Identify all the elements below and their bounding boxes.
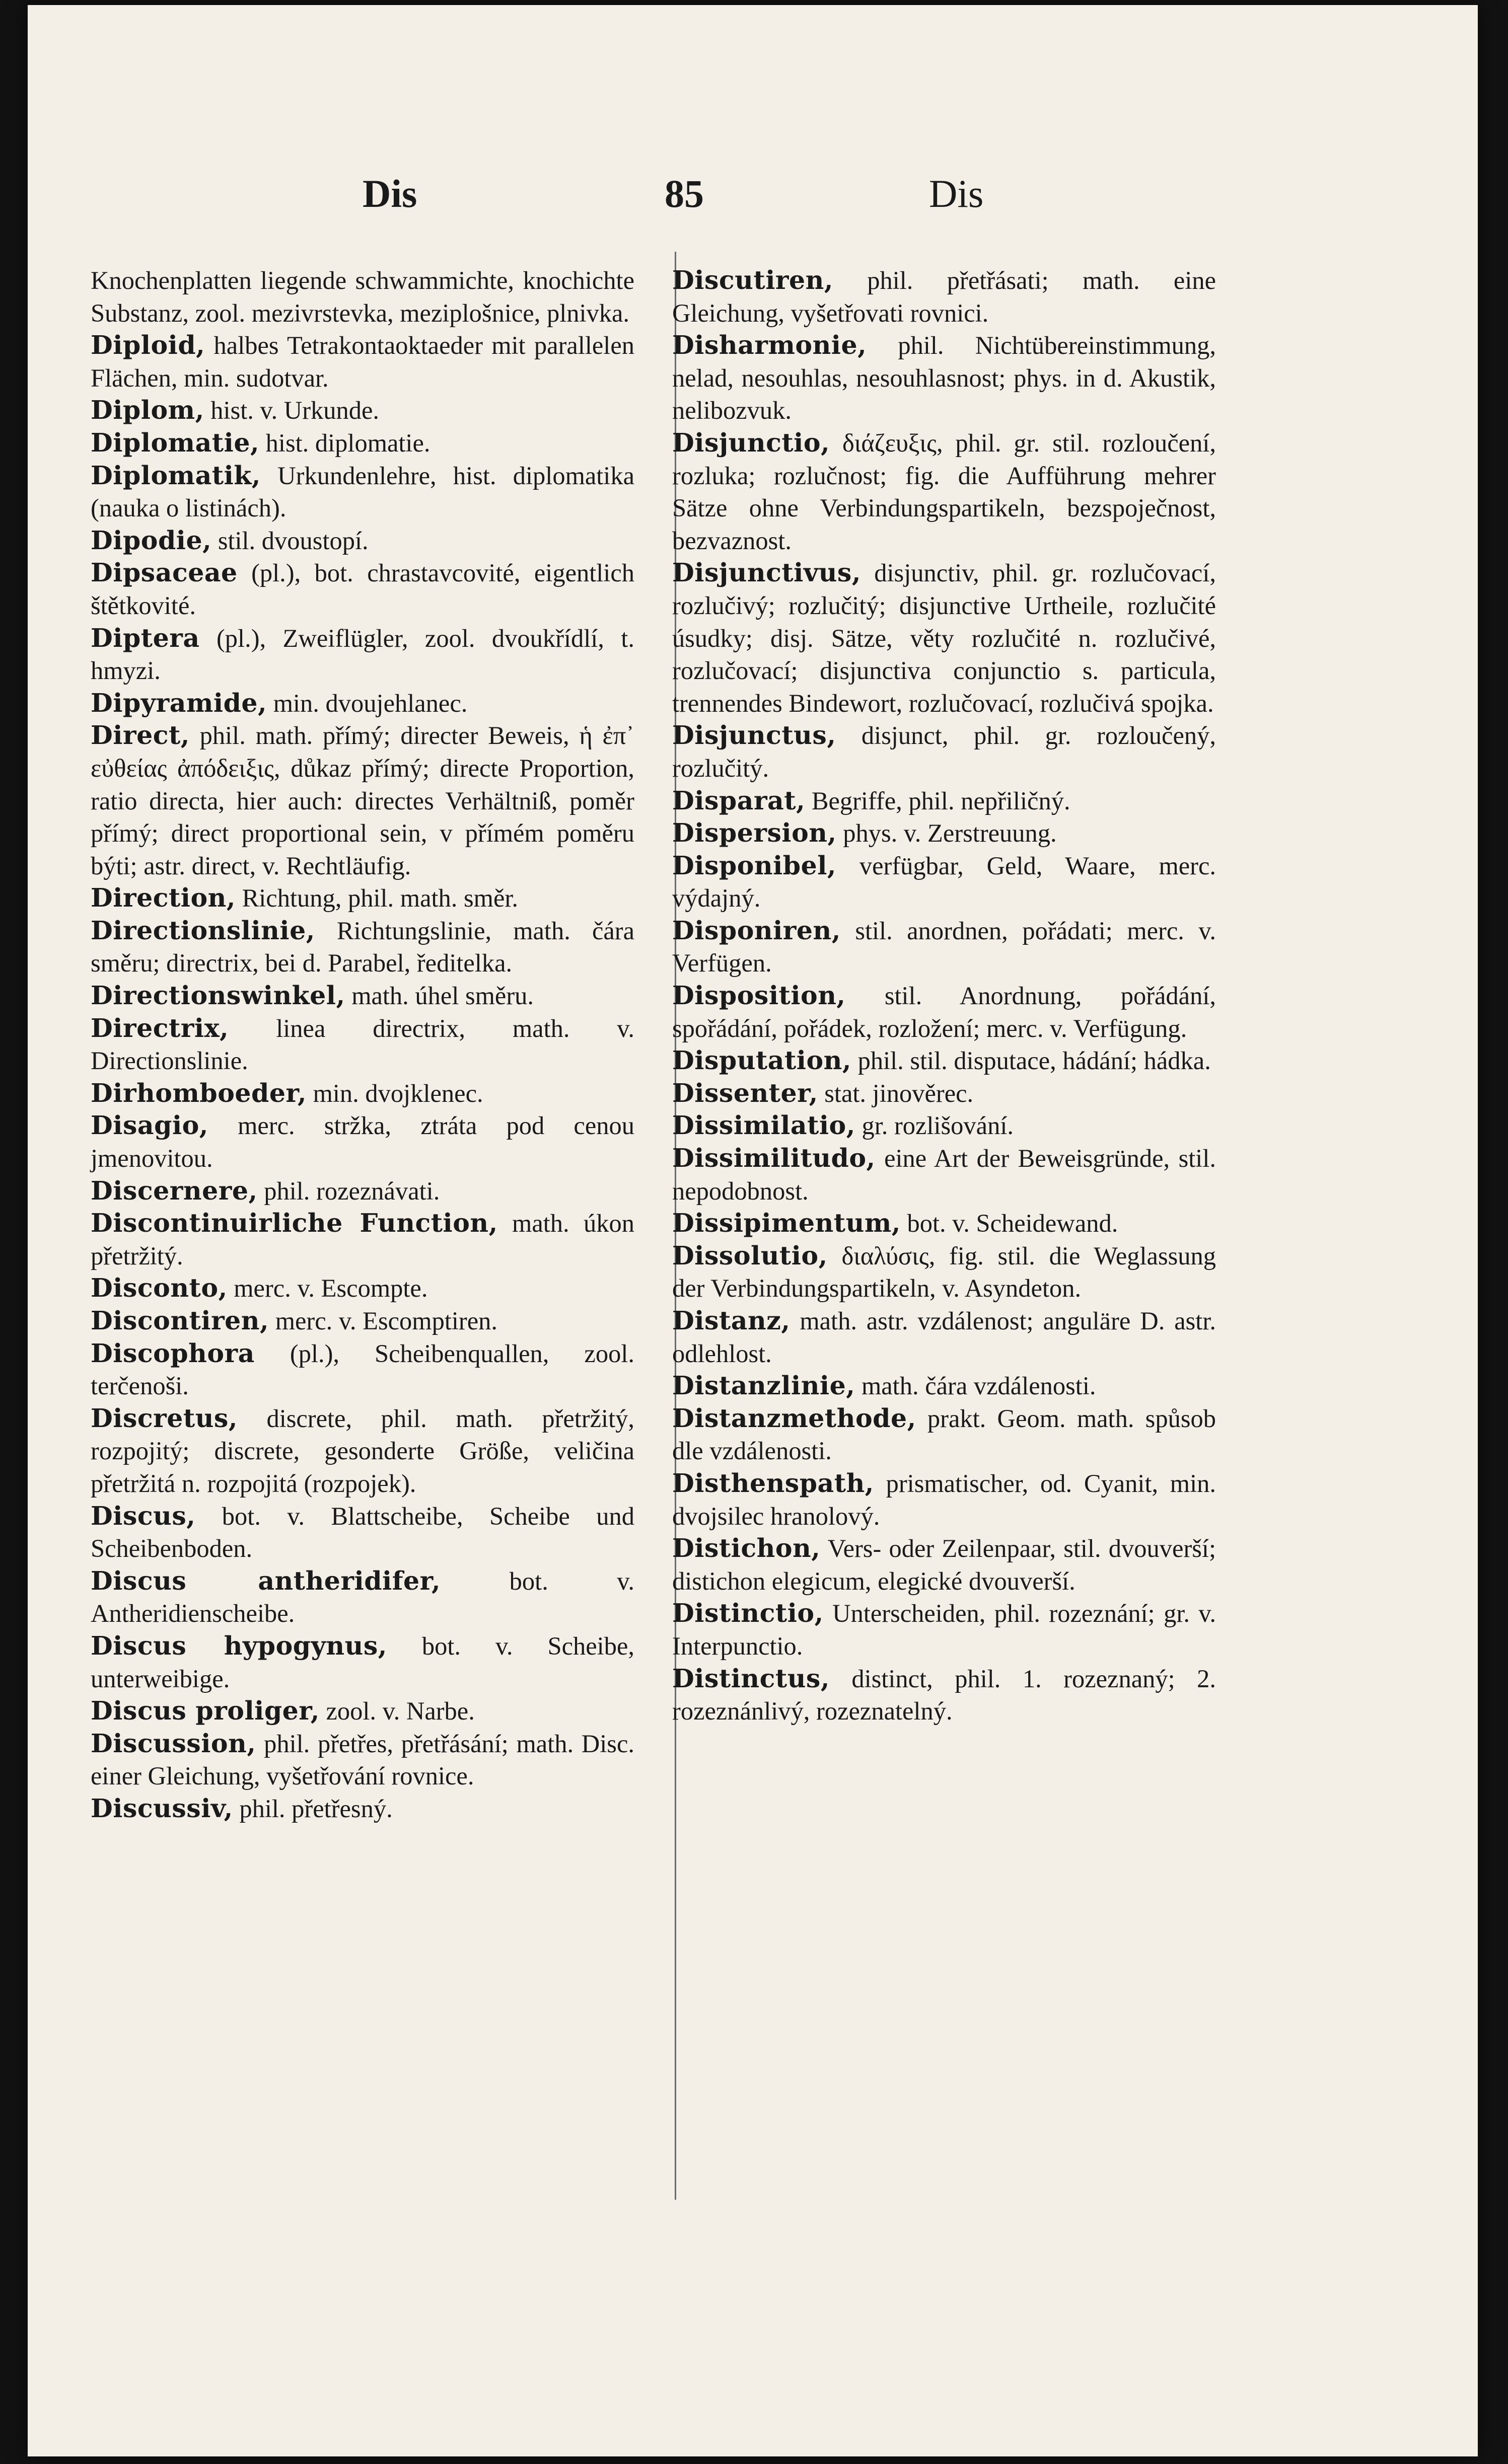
entry-definition: bot. v. Antheridienscheibe.	[91, 1566, 634, 1628]
entry-definition: min. dvoujehlanec.	[273, 689, 468, 717]
entry-definition: διαλύσις, fig. stil. die Weglassung der Verbindungspartikeln, v. Asyndeton.	[672, 1241, 1216, 1303]
entry-headword: Distinctio,	[672, 1598, 824, 1628]
entry-definition: phil. přetřásati; math. eine Gleichung, vyšetřovati rovnici.	[672, 266, 1216, 327]
dictionary-entry	[91, 1175, 634, 1208]
entry-headword: Distichon,	[672, 1533, 821, 1563]
dictionary-entry	[91, 1402, 634, 1500]
entry-definition: Urkundenlehre, hist. diplomatika (nauka o listinách).	[91, 461, 635, 522]
entry-headword: Directrix,	[91, 1013, 229, 1043]
entry-headword: Diplomatie,	[91, 427, 260, 458]
dictionary-entry	[672, 915, 1216, 980]
entry-definition: discrete, phil. math. přetržitý, rozpojitý; discrete, gesonderte Größe, veličina přetržitá n. rozpojitá (rozpojek).	[91, 1404, 634, 1498]
entry-definition: min. dvojklenec.	[313, 1079, 483, 1107]
dictionary-entry	[91, 394, 634, 427]
dictionary-entry	[91, 719, 634, 882]
entry-headword: Diplomatik,	[91, 460, 261, 490]
entry-headword: Distanzlinie,	[672, 1371, 855, 1401]
entry-headword: Dispersion,	[672, 818, 837, 848]
entry-definition: διάζευξις, phil. gr. stil. rozloučení, rozluka; rozlučnost; fig. die Aufführung mehrer Sätze ohne Verbindungspartikeln, bezspoječnost, bezvaznost.	[672, 428, 1216, 555]
entry-headword: Discretus,	[91, 1403, 238, 1433]
entry-headword: Disponiren,	[672, 915, 841, 945]
dictionary-entry	[672, 264, 1216, 329]
entry-definition: linea directrix, math. v. Directionslinie.	[91, 1014, 635, 1075]
entry-definition: bot. v. Scheibe, unterweibige.	[91, 1631, 634, 1693]
dictionary-entry	[91, 1793, 634, 1825]
dictionary-entry	[672, 719, 1216, 784]
dictionary-entry	[672, 1142, 1216, 1207]
entry-headword: Diplom,	[91, 395, 204, 425]
dictionary-entry	[672, 329, 1216, 427]
entry-definition: Unterscheiden, phil. rozeznání; gr. v. Interpunctio.	[672, 1599, 1216, 1660]
entry-definition: (pl.), Scheibenquallen, zool. terčenoši.	[91, 1339, 634, 1400]
right-column	[672, 264, 1216, 1728]
dictionary-entry	[672, 1370, 1216, 1402]
entry-headword: Discutiren,	[672, 265, 833, 295]
dictionary-entry	[91, 1207, 634, 1272]
entry-definition: bot. v. Scheidewand.	[907, 1209, 1118, 1238]
entry-definition: Richtung, phil. math. směr.	[242, 884, 519, 913]
dictionary-entry	[672, 1207, 1216, 1240]
entry-definition: hist. v. Urkunde.	[210, 396, 380, 425]
dictionary-entry	[91, 1695, 634, 1728]
entry-headword: Disputation,	[672, 1046, 851, 1076]
entry-definition: stat. jinověrec.	[824, 1079, 974, 1107]
entry-headword: Discophora	[91, 1338, 255, 1368]
dictionary-entry	[672, 1663, 1216, 1728]
entry-headword: Disparat,	[672, 785, 806, 815]
entry-definition: gr. rozlišování.	[861, 1111, 1014, 1140]
entry-definition: math. úkon přetržitý.	[91, 1209, 634, 1270]
entry-headword: Directionswinkel,	[91, 981, 345, 1011]
entry-definition: disjunct, phil. gr. rozloučený, rozlučitý.	[672, 721, 1216, 782]
entry-definition: stil. Anordnung, pořádání, spořádání, pořádek, rozložení; merc. v. Verfügung.	[672, 982, 1216, 1042]
entry-definition: merc. stržka, ztráta pod cenou jmenovitou.	[91, 1111, 634, 1173]
entry-definition: phil. stil. disputace, hádání; hádka.	[857, 1047, 1211, 1075]
dictionary-entry	[672, 1532, 1216, 1597]
entry-definition: halbes Tetrakontaoktaeder mit parallelen Flächen, min. sudotvar.	[91, 331, 634, 392]
entry-headword: Dissimilitudo,	[672, 1143, 876, 1173]
entry-headword: Disjunctus,	[672, 720, 836, 751]
dictionary-entry	[91, 1565, 634, 1630]
entry-definition: math. čára vzdálenosti.	[861, 1372, 1096, 1400]
entry-headword: Dipodie,	[91, 525, 212, 555]
entry-headword: Dissimilatio,	[672, 1110, 855, 1141]
dictionary-entry	[91, 1272, 634, 1305]
entry-headword: Disponibel,	[672, 850, 837, 880]
entry-headword: Discussion,	[91, 1728, 256, 1758]
page-number: 85	[665, 172, 704, 215]
entry-definition: eine Art der Beweisgründe, stil. nepodobnost.	[672, 1144, 1216, 1205]
dictionary-entry	[91, 1305, 634, 1337]
dictionary-entry	[672, 1402, 1216, 1467]
dictionary-entry	[91, 1077, 634, 1110]
dictionary-entry	[91, 525, 634, 557]
entry-definition: merc. v. Escomptiren.	[275, 1307, 497, 1335]
dictionary-entry	[672, 1467, 1216, 1532]
header-left-guide-word: Dis	[363, 172, 417, 215]
entry-definition: phil. rozeznávati.	[264, 1176, 440, 1205]
entry-definition: merc. v. Escompte.	[234, 1274, 428, 1303]
dictionary-entry	[91, 1109, 634, 1174]
dictionary-entry	[91, 622, 634, 687]
entry-definition: Vers- oder Zeilenpaar, stil. dvouverší; distichon elegicum, elegické dvouverší.	[672, 1534, 1216, 1595]
entry-headword: Discussiv,	[91, 1793, 233, 1823]
entry-headword: Disagio,	[91, 1110, 208, 1141]
dictionary-entry	[672, 980, 1216, 1044]
dictionary-entry	[91, 557, 634, 622]
dictionary-entry	[91, 915, 634, 980]
entry-definition: Richtungslinie, math. čára směru; directrix, bei d. Parabel, ředitelka.	[91, 916, 635, 978]
entry-headword: Dirhomboeder,	[91, 1078, 307, 1108]
entry-definition: verfügbar, Geld, Waare, merc. výdajný.	[672, 851, 1216, 913]
entry-definition: (pl.), bot. chrastavcovité, eigentlich štětkovité.	[91, 559, 634, 620]
dictionary-entry	[672, 850, 1216, 915]
entry-definition: stil. anordnen, pořádati; merc. v. Verfügen.	[672, 916, 1216, 978]
dictionary-entry	[91, 1630, 634, 1695]
entry-headword: Dissipimentum,	[672, 1208, 901, 1238]
entry-headword: Dipyramide,	[91, 688, 267, 718]
entry-headword: Distanz,	[672, 1306, 791, 1335]
dictionary-page	[28, 5, 1478, 2456]
page-header	[28, 171, 1478, 232]
entry-headword: Diptera	[91, 623, 200, 653]
entry-definition: (pl.), Zweiflügler, zool. dvoukřídlí, t. hmyzi.	[91, 624, 634, 685]
entry-headword: Directionslinie,	[91, 915, 315, 945]
dictionary-entry	[91, 882, 634, 915]
entry-definition: zool. v. Narbe.	[326, 1697, 475, 1726]
entry-headword: Discus hypogynus,	[91, 1630, 387, 1661]
entry-headword: Disposition,	[672, 981, 846, 1011]
entry-headword: Discus antheridifer,	[91, 1565, 441, 1596]
entry-definition: math. úhel směru.	[351, 982, 534, 1010]
entry-headword: Discontinuirliche Function,	[91, 1208, 498, 1238]
entry-definition: phys. v. Zerstreuung.	[843, 819, 1057, 848]
entry-headword: Diploid,	[91, 330, 205, 360]
entry-definition: stil. dvoustopí.	[218, 526, 369, 555]
dictionary-entry	[91, 329, 634, 394]
entry-headword: Dipsaceae	[91, 558, 238, 588]
entry-definition: disjunctiv, phil. gr. rozlučovací, rozlučivý; rozlučitý; disjunctive Urtheile, rozlučité úsudky; disj. Sätze, věty rozlučité n. rozlučivé, rozlučovací; disjunctiva conjunctio s. particula, trennendes Bindewort, rozlučovací, rozlučivá spojka.	[672, 559, 1216, 717]
dictionary-entry	[91, 427, 634, 460]
entry-definition: phil. Nichtübereinstimmung, nelad, nesouhlas, nesouhlasnost; phys. in d. Akustik, nelibozvuk.	[672, 331, 1216, 425]
entry-headword: Discontiren,	[91, 1306, 269, 1335]
dictionary-entry	[672, 1109, 1216, 1142]
header-right-guide-word: Dis	[929, 172, 984, 215]
dictionary-entry	[672, 785, 1216, 817]
entry-headword: Discus,	[91, 1501, 196, 1531]
dictionary-entry	[672, 1597, 1216, 1662]
entry-headword: Distanzmethode,	[672, 1403, 916, 1433]
dictionary-entry	[672, 1305, 1216, 1370]
dictionary-entry	[672, 557, 1216, 719]
entry-definition: prismatischer, od. Cyanit, min. dvojsilec hranolový.	[672, 1469, 1216, 1530]
entry-headword: Disharmonie,	[672, 330, 867, 360]
entry-definition: phil. přetřesný.	[239, 1794, 393, 1823]
entry-headword: Disjunctivus,	[672, 558, 861, 588]
dictionary-entry	[91, 1337, 634, 1402]
entry-definition: distinct, phil. 1. rozeznaný; 2. rozeznánlivý, rozeznatelný.	[672, 1664, 1216, 1726]
dictionary-entry	[672, 427, 1216, 557]
dictionary-entry	[672, 1240, 1216, 1305]
entry-definition: bot. v. Blattscheibe, Scheibe und Scheibenboden.	[91, 1502, 634, 1563]
dictionary-entry	[91, 1500, 634, 1565]
entry-definition: phil. math. přímý; directer Beweis, ἡ ἐπ᾿ εὐθείας ἀπόδειξις, důkaz přímý; directe Proportion, ratio directa, hier auch: directes Verhältniß, poměr přímý; direct proportional sein, v přímém poměru býti; astr. direct, v. Rechtläufig.	[91, 721, 635, 880]
dictionary-entry	[672, 817, 1216, 850]
entry-definition: phil. přetřes, přetřásání; math. Disc. einer Gleichung, vyšetřování rovnice.	[91, 1729, 635, 1790]
dictionary-entry	[91, 460, 634, 525]
entry-headword: Direction,	[91, 883, 236, 913]
entry-headword: Disconto,	[91, 1273, 228, 1303]
entry-headword: Disthenspath,	[672, 1468, 874, 1498]
entry-definition: math. astr. vzdálenost; anguläre D. astr. odlehlost.	[672, 1307, 1216, 1368]
entry-headword: Dissenter,	[672, 1078, 818, 1108]
entry-definition: Knochenplatten liegende schwammichte, knochichte Substanz, zool. mezivrstevka, meziplošnice, plnivka.	[91, 266, 634, 327]
dictionary-entry	[91, 1012, 634, 1077]
dictionary-entry	[672, 1044, 1216, 1077]
entry-headword: Direct,	[91, 720, 190, 751]
dictionary-entry	[672, 1077, 1216, 1110]
entry-definition: Begriffe, phil. nepřiličný.	[811, 786, 1070, 815]
entry-headword: Disjunctio,	[672, 427, 830, 458]
dictionary-entry	[91, 687, 634, 720]
dictionary-entry	[91, 264, 634, 329]
entry-definition: prakt. Geom. math. spůsob dle vzdálenosti.	[672, 1404, 1216, 1465]
entry-headword: Dissolutio,	[672, 1240, 828, 1271]
dictionary-entry	[91, 980, 634, 1012]
entry-headword: Distinctus,	[672, 1663, 830, 1693]
entry-headword: Discus proliger,	[91, 1696, 320, 1726]
entry-definition: hist. diplomatie.	[265, 428, 430, 457]
entry-headword: Discernere,	[91, 1175, 258, 1206]
dictionary-entry	[91, 1728, 634, 1793]
left-column	[91, 264, 634, 1825]
